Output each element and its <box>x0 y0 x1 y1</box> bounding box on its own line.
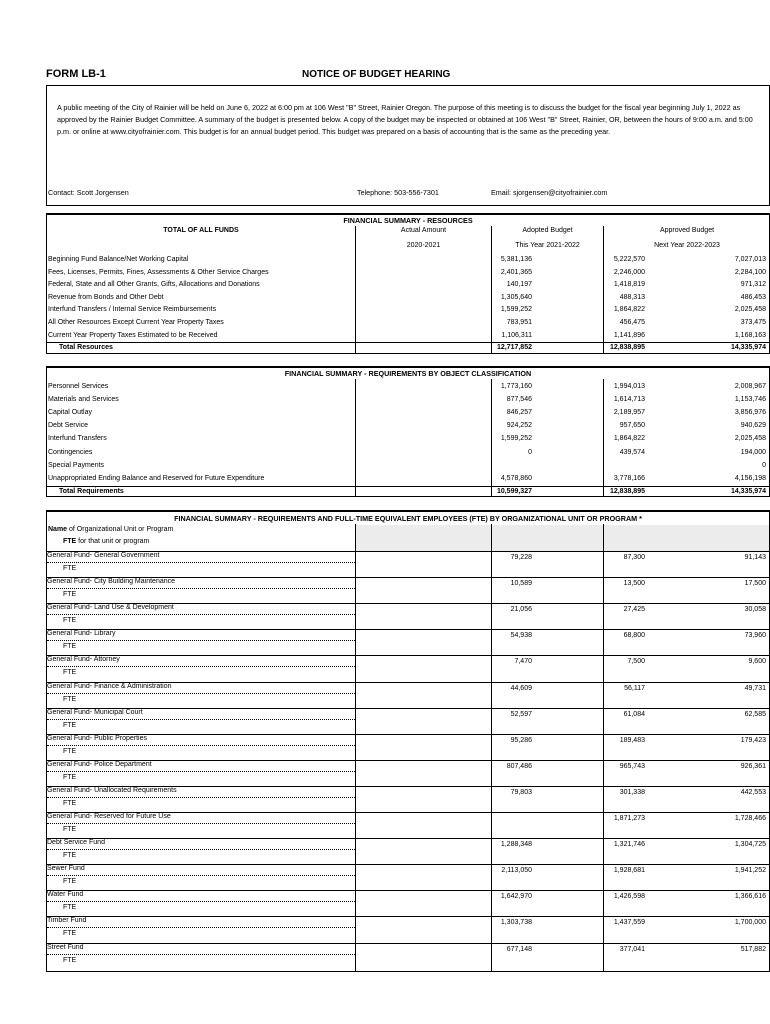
org-row-adopted: 1,321,746 <box>613 841 645 849</box>
org-row-adopted: 965,743 <box>619 762 645 770</box>
org-row-name: General Fund- City Building Maintenance <box>47 578 176 586</box>
requirements-row-actual: 924,252 <box>506 422 532 430</box>
requirements-total-label: Total Requirements <box>59 487 124 495</box>
org-section <box>46 510 770 972</box>
resources-row-label: Beginning Fund Balance/Net Working Capital <box>48 256 189 263</box>
org-row-dotted-rule <box>47 562 355 563</box>
resources-row-approved: 7,027,013 <box>734 256 766 263</box>
resources-row-actual: 2,401,365 <box>500 268 532 276</box>
org-row-name: General Fund- Public Properties <box>47 734 147 742</box>
requirements-row-adopted: 439,574 <box>619 448 645 456</box>
requirements-row <box>47 381 769 393</box>
notice-title: NOTICE OF BUDGET HEARING <box>302 69 451 80</box>
org-row-adopted: 1,426,598 <box>613 893 645 901</box>
col3-header-a: Approved Budget <box>659 227 715 234</box>
requirements-row-label: Special Payments <box>48 461 105 469</box>
org-row-approved: 926,361 <box>740 762 766 770</box>
org-row-name: Sewer Fund <box>47 865 85 873</box>
col2-header-a: Adopted Budget <box>522 227 573 234</box>
resources-row-actual: 1,305,640 <box>500 293 532 301</box>
org-title: FINANCIAL SUMMARY - REQUIREMENTS AND FULL-TIME EQUIVALENT EMPLOYEES (FTE) BY ORGANIZATIONAL UNIT OR PROGRAM * <box>174 514 642 523</box>
org-row <box>47 786 769 812</box>
org-row-fte-label: FTE <box>63 852 77 860</box>
contact-telephone: Telephone: 503-556-7301 <box>357 188 439 197</box>
org-row-dotted-rule <box>47 640 355 641</box>
org-row <box>47 629 769 655</box>
org-row-rule <box>47 629 769 630</box>
org-row-fte-label: FTE <box>63 695 77 703</box>
resources-row-approved: 2,025,458 <box>734 306 766 314</box>
requirements-row-approved: 0 <box>762 461 766 469</box>
requirements-row-adopted: 1,614,713 <box>613 396 645 404</box>
total-all-funds-label: TOTAL OF ALL FUNDS <box>163 227 239 234</box>
resources-row-label: Fees, Licenses, Permits, Fines, Assessments & Other Service Charges <box>48 268 269 276</box>
org-row-approved: 1,941,252 <box>734 867 766 875</box>
org-row-dotted-rule <box>47 745 355 746</box>
requirements-row <box>47 473 769 485</box>
org-row-approved: 62,585 <box>744 710 766 718</box>
resources-row <box>47 254 769 266</box>
org-row-fte-label: FTE <box>63 747 77 755</box>
requirements-row-approved: 194,000 <box>740 448 766 456</box>
org-row-name: General Fund- Police Department <box>47 760 152 768</box>
org-row-fte-label: FTE <box>63 591 77 599</box>
org-row-fte-label: FTE <box>63 826 77 833</box>
org-row <box>47 577 769 603</box>
requirements-row <box>47 394 769 406</box>
org-row-fte-label: FTE <box>63 930 77 938</box>
org-row-name: General Fund- Municipal Court <box>47 708 143 716</box>
requirements-row-approved: 940,629 <box>740 422 766 430</box>
requirements-row-approved: 2,008,967 <box>734 383 766 390</box>
resources-row-adopted: 488,313 <box>619 293 645 301</box>
resources-total-actual: 12,717,852 <box>496 344 532 352</box>
requirements-row-label: Capital Outlay <box>48 409 92 417</box>
requirements-total-approved: 14,335,974 <box>730 487 766 495</box>
resources-row-approved: 2,284,100 <box>734 268 766 276</box>
org-row-adopted: 1,871,273 <box>613 815 645 822</box>
org-row-actual: 807,486 <box>506 762 532 770</box>
org-row-adopted: 1,928,681 <box>613 867 645 875</box>
resources-total-adopted: 12,838,895 <box>609 344 645 352</box>
requirements-total-actual: 10,599,327 <box>496 487 532 495</box>
requirements-row-approved: 3,856,976 <box>734 409 766 417</box>
resources-row-adopted: 1,864,822 <box>613 306 645 314</box>
resources-row-adopted: 456,475 <box>619 319 645 326</box>
org-row-dotted-rule <box>47 875 355 876</box>
org-row-actual: 79,803 <box>510 788 532 796</box>
requirements-row-actual: 1,773,160 <box>500 383 532 390</box>
org-row-rule <box>47 838 769 839</box>
org-row <box>47 655 769 681</box>
org-row-rule <box>47 786 769 787</box>
org-row-name: Street Fund <box>47 943 84 951</box>
resources-row-actual: 1,599,252 <box>500 306 532 314</box>
requirements-row-label: Contingencies <box>48 448 93 456</box>
org-row <box>47 864 769 890</box>
resources-row <box>47 304 769 316</box>
org-row-actual: 7,470 <box>514 658 532 666</box>
org-row-adopted: 27,425 <box>623 606 645 614</box>
org-row-adopted: 7,500 <box>627 658 645 666</box>
contact-email: Email: sjorgensen@cityofrainier.com <box>491 188 608 197</box>
org-row-approved: 517,882 <box>740 945 766 953</box>
org-row-name: Debt Service Fund <box>47 839 105 847</box>
org-row-actual: 1,303,738 <box>500 919 532 927</box>
requirements-row-approved: 1,153,746 <box>734 396 766 404</box>
org-row-rule <box>47 812 769 813</box>
org-row-name: General Fund- Reserved for Future Use <box>47 813 171 820</box>
resources-row-adopted: 1,418,819 <box>613 281 645 289</box>
org-row-adopted: 1,437,559 <box>613 919 645 927</box>
org-header-name: Name of Organizational Unit or Program <box>48 526 174 533</box>
org-row-dotted-rule <box>47 666 355 667</box>
requirements-row-actual: 0 <box>528 448 532 456</box>
org-row-approved: 1,728,466 <box>734 815 766 822</box>
org-row-rule <box>47 603 769 604</box>
org-row-rule <box>47 734 769 735</box>
org-row <box>47 708 769 734</box>
org-row-dotted-rule <box>47 588 355 589</box>
org-row-approved: 73,960 <box>744 632 766 640</box>
org-header-shade <box>356 525 769 551</box>
resources-total-rule <box>47 342 769 343</box>
requirements-row-label: Materials and Services <box>48 396 119 404</box>
org-row-name: Water Fund <box>47 891 84 899</box>
org-row-name: General Fund- General Government <box>47 552 160 559</box>
requirements-total-rule <box>47 486 769 487</box>
requirements-row-label: Debt Service <box>48 422 89 430</box>
org-row-name: General Fund- Attorney <box>47 656 120 664</box>
requirements-row-adopted: 957,650 <box>619 422 645 430</box>
org-row-dotted-rule <box>47 614 355 615</box>
org-row <box>47 682 769 708</box>
org-row-rule <box>47 682 769 683</box>
resources-row-approved: 1,168,163 <box>734 331 766 339</box>
resources-row-actual: 783,951 <box>506 319 532 326</box>
col1-header-a: Actual Amount <box>400 227 447 234</box>
requirements-row-actual: 846,257 <box>506 409 532 417</box>
org-row-fte-label: FTE <box>63 669 77 677</box>
requirements-row-actual: 4,578,860 <box>500 474 532 482</box>
org-row-approved: 442,553 <box>740 788 766 796</box>
resources-row-label: Current Year Property Taxes Estimated to be Received <box>48 331 218 339</box>
org-row-dotted-rule <box>47 954 355 955</box>
intro-box <box>46 85 770 206</box>
org-row <box>47 890 769 916</box>
resources-row-actual: 5,381,136 <box>500 256 532 263</box>
org-row-approved: 1,700,000 <box>734 919 766 927</box>
org-header-fte: FTE for that unit or program <box>63 538 150 545</box>
requirements-row-actual: 877,546 <box>506 396 532 404</box>
org-row <box>47 734 769 760</box>
org-row-name: General Fund- Library <box>47 630 116 638</box>
org-row-fte-label: FTE <box>63 721 77 729</box>
resources-section <box>46 213 770 354</box>
org-row-rule <box>47 916 769 917</box>
resources-row <box>47 292 769 304</box>
org-row-approved: 9,600 <box>748 658 766 666</box>
requirements-row <box>47 433 769 445</box>
resources-row-adopted: 2,246,000 <box>613 268 645 276</box>
org-row-approved: 49,731 <box>744 684 766 692</box>
resources-row <box>47 279 769 291</box>
resources-row-adopted: 1,141,896 <box>613 331 645 339</box>
org-row-adopted: 87,300 <box>623 554 645 561</box>
org-row-actual: 2,113,050 <box>501 867 532 875</box>
resources-row-label: Revenue from Bonds and Other Debt <box>48 293 164 301</box>
org-row-actual: 21,056 <box>510 606 532 614</box>
org-row-adopted: 377,041 <box>619 945 645 953</box>
col2-header-b: This Year 2021-2022 <box>515 242 580 249</box>
resources-row-approved: 486,453 <box>740 293 766 301</box>
org-row-dotted-rule <box>47 823 355 824</box>
resources-total-row <box>47 342 769 354</box>
org-row-name: General Fund- Unallocated Requirements <box>47 786 177 794</box>
resources-row-actual: 140,197 <box>506 281 532 289</box>
col3-header-b: Next Year 2022-2023 <box>654 242 720 249</box>
org-row-dotted-rule <box>47 693 355 694</box>
org-row-rule <box>47 655 769 656</box>
requirements-row-approved: 4,156,198 <box>734 474 766 482</box>
org-row <box>47 551 769 577</box>
org-row <box>47 838 769 864</box>
resources-row-approved: 971,312 <box>740 281 766 289</box>
org-row-dotted-rule <box>47 927 355 928</box>
org-row <box>47 603 769 629</box>
org-row-dotted-rule <box>47 719 355 720</box>
org-row-rule <box>47 943 769 944</box>
requirements-row <box>47 407 769 419</box>
org-row-adopted: 68,800 <box>623 632 645 640</box>
intro-paragraph: A public meeting of the City of Rainier will be held on June 6, 2022 at 6:00 pm at 106 West "B" Street, Rainier Oregon. The purpose of this meeting is to discuss the budget for the fiscal year beginning July 1, 2022 as approved by the Rainier Budget Committee. A summary of the budget is presented below. A copy of the budget may be inspected or obtained at 106 West "B" Street, Rainier, OR, between the hours of 9:00 a.m. and 5:00 p.m. or online at www.cityofrainier.com. This budget is for an annual budget period. This budget was prepared on a basis of accounting that is the same as the preceding year. <box>57 103 753 136</box>
org-row-approved: 17,500 <box>744 580 766 588</box>
requirements-row-adopted: 3,778,166 <box>613 474 645 482</box>
org-row-dotted-rule <box>47 901 355 902</box>
org-row-actual: 52,597 <box>510 710 532 718</box>
org-row-rule <box>47 864 769 865</box>
org-row-approved: 179,423 <box>740 736 766 744</box>
org-row-name: Timber Fund <box>47 917 87 925</box>
col1-header-b: 2020-2021 <box>406 242 441 249</box>
resources-title: FINANCIAL SUMMARY - RESOURCES <box>343 216 473 225</box>
org-row <box>47 943 769 969</box>
resources-total-approved: 14,335,974 <box>730 344 766 352</box>
org-row-dotted-rule <box>47 797 355 798</box>
org-row-rule <box>47 551 769 552</box>
requirements-total-adopted: 12,838,895 <box>609 487 645 495</box>
org-row <box>47 812 769 838</box>
org-row-fte-label: FTE <box>63 643 77 651</box>
org-row-adopted: 13,500 <box>623 580 645 588</box>
requirements-row-approved: 2,025,458 <box>734 435 766 443</box>
resources-row-adopted: 5,222,570 <box>613 256 645 263</box>
requirements-row-adopted: 2,189,957 <box>613 409 645 417</box>
org-row-actual: 10,589 <box>510 580 532 588</box>
requirements-row <box>47 447 769 459</box>
org-row-fte-label: FTE <box>63 878 77 886</box>
org-row-actual: 54,938 <box>510 632 532 640</box>
contact-name: Contact: Scott Jorgensen <box>48 188 129 197</box>
resources-total-label: Total Resources <box>59 344 113 352</box>
resources-row <box>47 267 769 279</box>
resources-row-label: Federal, State and all Other Grants, Gifts, Allocations and Donations <box>48 281 260 289</box>
requirements-section <box>46 366 770 497</box>
org-row-actual: 1,642,970 <box>500 893 532 901</box>
org-row-fte-label: FTE <box>63 773 77 781</box>
org-row-approved: 1,366,616 <box>734 893 766 901</box>
org-row-rule <box>47 577 769 578</box>
org-row-actual: 44,609 <box>510 684 532 692</box>
requirements-title: FINANCIAL SUMMARY - REQUIREMENTS BY OBJECT CLASSIFICATION <box>284 369 532 378</box>
org-row-fte-label: FTE <box>63 799 77 807</box>
org-row-rule <box>47 890 769 891</box>
requirements-row-adopted: 1,864,822 <box>613 435 645 443</box>
org-row-fte-label: FTE <box>63 956 77 964</box>
org-row-rule <box>47 708 769 709</box>
requirements-row <box>47 460 769 472</box>
org-row <box>47 760 769 786</box>
org-row-name: General Fund- Finance & Administration <box>47 682 172 690</box>
org-row-approved: 30,058 <box>744 606 766 614</box>
requirements-row-actual: 1,599,252 <box>500 435 532 443</box>
resources-row-label: Interfund Transfers / Internal Service Reimbursements <box>48 306 217 314</box>
resources-row-approved: 373,475 <box>740 319 766 326</box>
org-row-fte-label: FTE <box>63 565 77 572</box>
requirements-row-label: Unappropriated Ending Balance and Reserved for Future Expenditure <box>48 474 265 482</box>
org-row-name: General Fund- Land Use & Development <box>47 604 174 612</box>
requirements-row <box>47 420 769 432</box>
org-row-adopted: 61,084 <box>623 710 645 718</box>
resources-row-actual: 1,106,311 <box>501 331 532 339</box>
resources-row-label: All Other Resources Except Current Year Property Taxes <box>48 319 224 326</box>
requirements-row-adopted: 1,994,013 <box>613 383 645 390</box>
org-row <box>47 916 769 942</box>
requirements-row-label: Personnel Services <box>48 383 109 390</box>
org-row-dotted-rule <box>47 849 355 850</box>
resources-row <box>47 317 769 329</box>
org-row-actual: 1,288,348 <box>500 841 532 849</box>
org-row-adopted: 189,483 <box>619 736 645 744</box>
org-row-fte-label: FTE <box>63 617 77 625</box>
org-row-fte-label: FTE <box>63 904 77 912</box>
requirements-row-label: Interfund Transfers <box>48 435 107 443</box>
org-row-approved: 1,304,725 <box>734 841 766 849</box>
org-row-actual: 95,286 <box>510 736 532 744</box>
org-row-rule <box>47 760 769 761</box>
org-row-adopted: 56,117 <box>624 684 645 692</box>
org-row-actual: 79,228 <box>510 554 532 561</box>
org-row-adopted: 301,338 <box>619 788 645 796</box>
form-id: FORM LB-1 <box>46 68 106 80</box>
resources-row <box>47 330 769 342</box>
org-row-approved: 91,143 <box>744 554 766 561</box>
requirements-total-row <box>47 486 769 498</box>
org-row-dotted-rule <box>47 771 355 772</box>
org-row-actual: 677,148 <box>506 945 532 953</box>
